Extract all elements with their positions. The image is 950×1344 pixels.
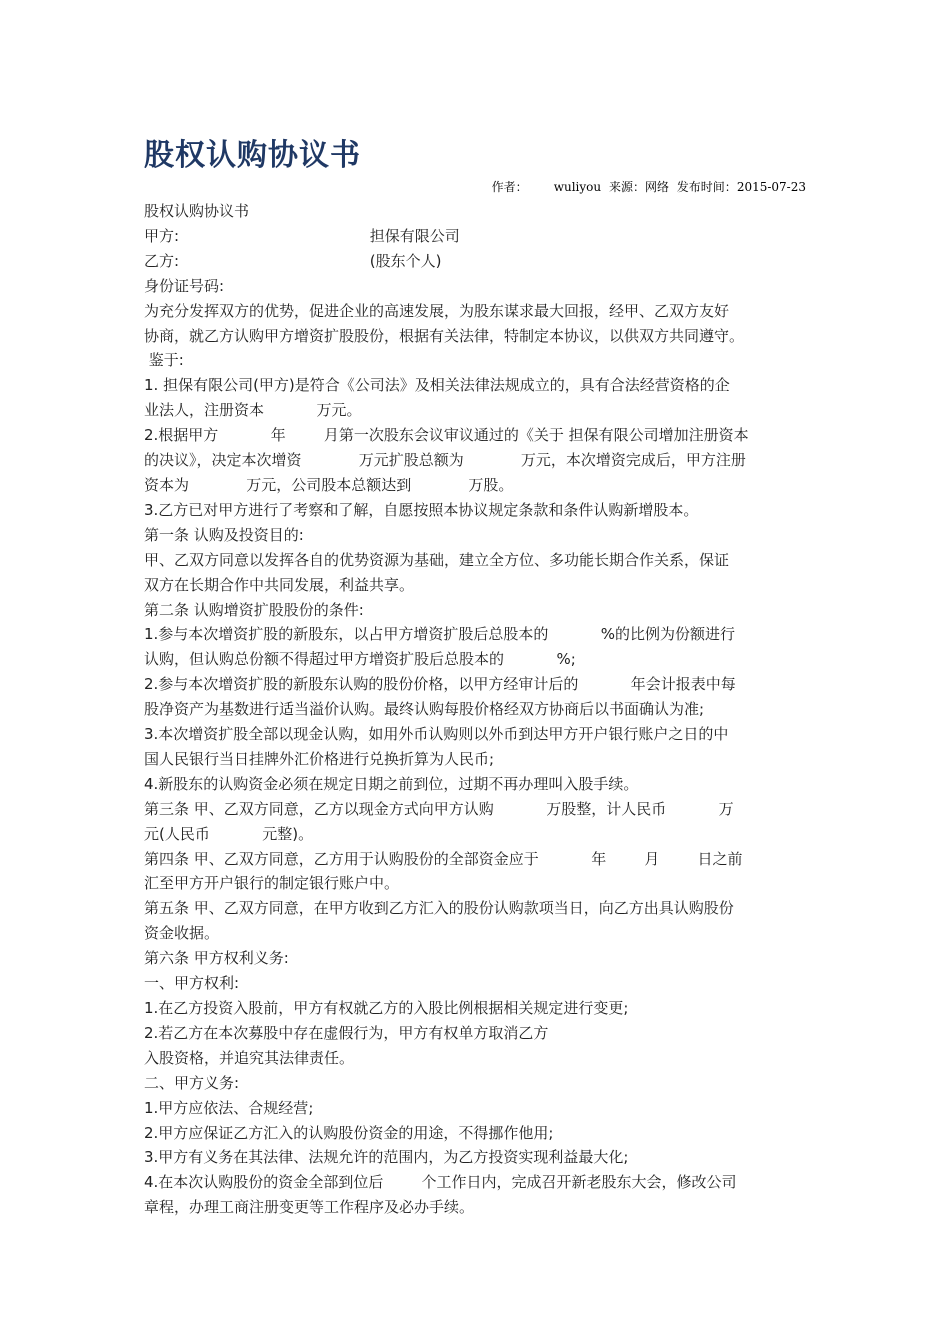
body-line: 章程，办理工商注册变更等工作程序及必办手续。 [144,1198,475,1217]
body-line: 二、甲方义务: [144,1073,240,1092]
body-line: 资本为 万元，公司股本总额达到 万股。 [144,475,514,494]
body-line: 4.在本次认购股份的资金全部到位后 个工作日内，完成召开新老股东大会，修改公司 [144,1173,737,1192]
body-line: 汇至甲方开户银行的制定银行账户中。 [144,874,400,893]
body-line: 2.参与本次增资扩股的新股东认购的股份价格，以甲方经审计后的 年会计报表中每 [144,675,736,694]
body-line: 第五条 甲、乙双方同意，在甲方收到乙方汇入的股份认购款项当日，向乙方出具认购股份 [144,899,734,918]
body-line: 第二条 认购增资扩股股份的条件: [144,600,364,619]
body-line: 身份证号码: [144,276,225,295]
body-line: 第六条 甲方权利义务: [144,949,289,968]
body-line: 2.根据甲方 年 月第一次股东会议审议通过的《关于 担保有限公司增加注册资本 [144,426,749,445]
body-line: 双方在长期合作中共同发展，利益共享。 [144,575,415,594]
source: 网络 [644,180,669,194]
body-line: 4.新股东的认购资金必须在规定日期之前到位，过期不再办理叫入股手续。 [144,774,639,793]
author: wuliyou [553,180,602,194]
body-line: 第一条 认购及投资目的: [144,525,304,544]
body-line: 元(人民币 元整)。 [144,824,314,843]
body-line: 国人民银行当日挂牌外汇价格进行兑换折算为人民币; [144,749,495,768]
date-label: 发布时间： [676,180,737,194]
body-line: 3.本次增资扩股全部以现金认购，如用外币认购则以外币到达甲方开户银行账户之日的中 [144,725,729,744]
author-label: 作者： [491,180,528,194]
body-line: 股权认购协议书 [144,202,250,220]
body-line: 协商，就乙方认购甲方增资扩股股份，根据有关法律，特制定本协议，以供双方共同遵守。 [144,326,745,345]
source-label: 来源： [608,180,645,194]
body-line: 甲方: 担保有限公司 [144,226,460,245]
body-line: 认购，但认购总份额不得超过甲方增资扩股后总股本的 %; [144,650,576,669]
document-meta [470,178,806,195]
body-line: 3.甲方有义务在其法律、法规允许的范围内，为乙方投资实现利益最大化; [144,1148,629,1167]
body-line: 业法人，注册资本 万元。 [144,401,362,420]
body-line: 的决议》，决定本次增资 万元扩股总额为 万元，本次增资完成后，甲方注册 [144,451,746,470]
body-line: 一、甲方权利: [144,974,240,993]
body-line: 2.甲方应保证乙方汇入的认购股份资金的用途，不得挪作他用; [144,1123,554,1142]
body-line: 第四条 甲、乙双方同意，乙方用于认购股份的全部资金应于 年 月 日之前 [144,849,743,868]
body-line: 2.若乙方在本次募股中存在虚假行为，甲方有权单方取消乙方 [144,1023,549,1042]
body-line: 为充分发挥双方的优势，促进企业的高速发展，为股东谋求最大回报，经甲、乙双方友好 [144,301,730,320]
publish-date: 2015-07-23 [736,180,806,194]
body-line: 1.甲方应依法、合规经营; [144,1098,314,1117]
body-line: 甲、乙双方同意以发挥各自的优势资源为基础，建立全方位、多功能长期合作关系，保证 [144,550,730,569]
body-line: 1.在乙方投资入股前，甲方有权就乙方的入股比例根据相关规定进行变更; [144,999,629,1017]
body-line: 第三条 甲、乙双方同意，乙方以现金方式向甲方认购 万股整，计人民币 万 [144,799,734,818]
document-body [144,199,808,1220]
body-line: 鉴于: [144,351,184,370]
body-line: 3.乙方已对甲方进行了考察和了解，自愿按照本协议规定条款和条件认购新增股本。 [144,500,699,519]
body-line: 1. 担保有限公司(甲方)是符合《公司法》及相关法律法规成立的，具有合法经营资格的企 [144,376,730,395]
document-title: 股权认购协议书 [144,138,361,173]
body-line: 入股资格，并追究其法律责任。 [144,1048,355,1067]
body-line: 乙方: (股东个人) [144,251,442,270]
body-line: 1.参与本次增资扩股的新股东，以占甲方增资扩股后总股本的 %的比例为份额进行 [144,625,736,644]
body-line: 资金收据。 [144,924,220,943]
body-line: 股净资产为基数进行适当溢价认购。最终认购每股价格经双方协商后以书面确认为准; [144,700,705,719]
